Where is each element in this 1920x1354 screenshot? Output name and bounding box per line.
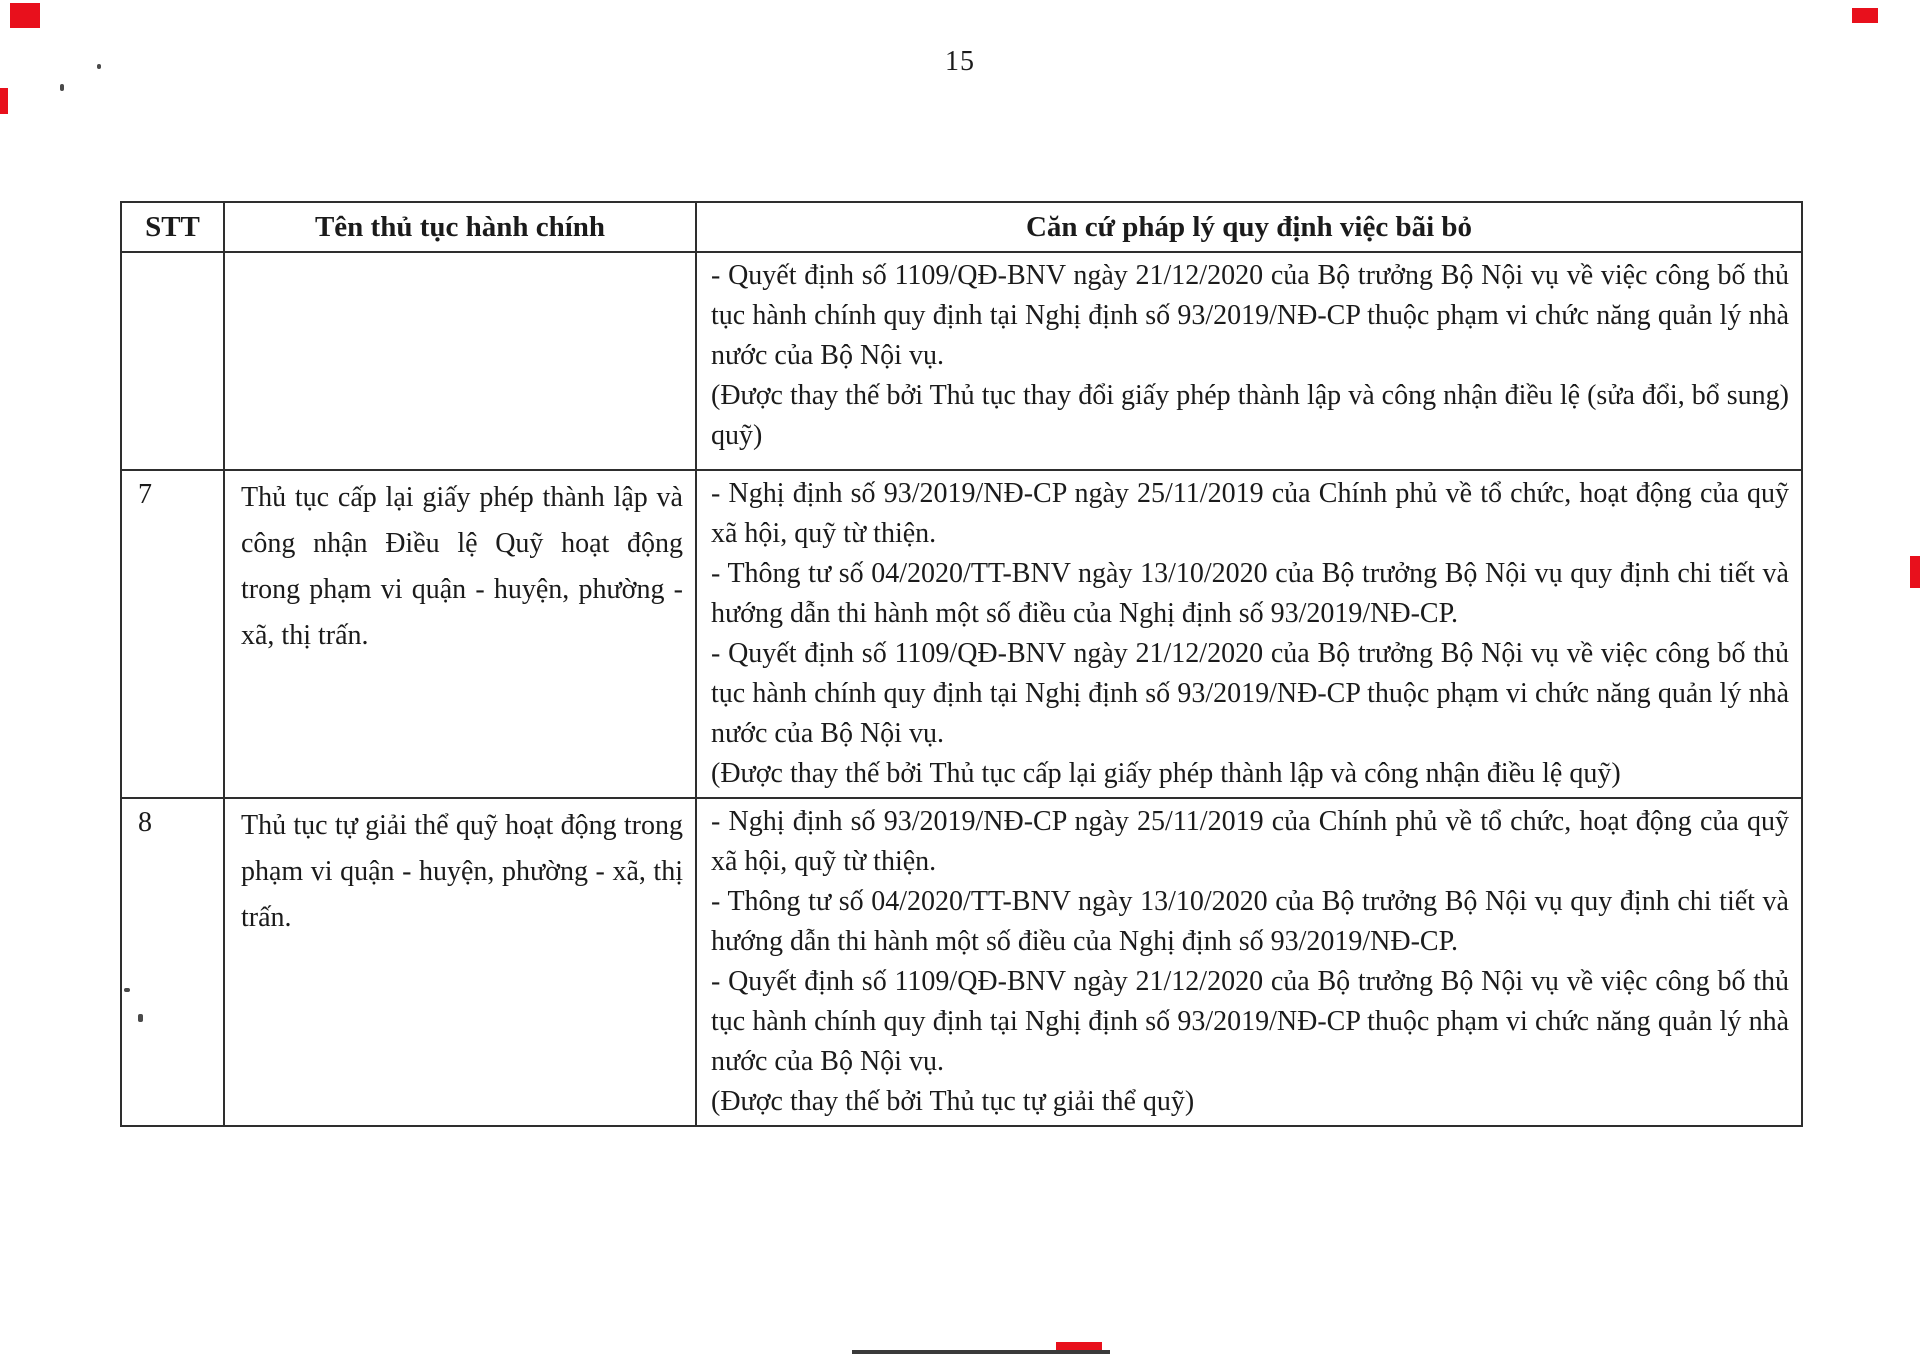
dust-speck xyxy=(60,84,64,91)
header-procedure-name: Tên thủ tục hành chính xyxy=(224,202,696,252)
legal-paragraph: - Nghị định số 93/2019/NĐ-CP ngày 25/11/2019 của Chính phủ về tổ chức, hoạt động của quỹ xã hội, quỹ từ thiện. xyxy=(711,478,1789,549)
dust-speck xyxy=(97,64,101,69)
legal-paragraph: - Nghị định số 93/2019/NĐ-CP ngày 25/11/2019 của Chính phủ về tổ chức, hoạt động của quỹ xã hội, quỹ từ thiện. xyxy=(711,806,1789,877)
legal-basis-cell xyxy=(696,798,1802,1126)
scan-artifact-red-left-edge xyxy=(0,88,8,114)
legal-basis-cell xyxy=(696,470,1802,798)
scan-artifact-red-top-right xyxy=(1852,8,1878,23)
table-row-7 xyxy=(121,470,1802,798)
header-legal-basis: Căn cứ pháp lý quy định việc bãi bỏ xyxy=(696,202,1802,252)
legal-paragraph: - Quyết định số 1109/QĐ-BNV ngày 21/12/2020 của Bộ trưởng Bộ Nội vụ về việc công bố thủ tục hành chính quy định tại Nghị định số 93/2019/NĐ-CP thuộc phạm vi chức năng quản lý nhà nước của Bộ Nội vụ. xyxy=(711,966,1789,1077)
legal-paragraph: - Thông tư số 04/2020/TT-BNV ngày 13/10/2020 của Bộ trưởng Bộ Nội vụ quy định chi tiết và hướng dẫn thi hành một số điều của Nghị định số 93/2019/NĐ-CP. xyxy=(711,558,1789,629)
procedures-table xyxy=(120,201,1803,1127)
scan-artifact-red-top-left xyxy=(10,3,40,28)
scan-artifact-dark-bottom-edge xyxy=(852,1350,1110,1354)
legal-paragraph: - Thông tư số 04/2020/TT-BNV ngày 13/10/2020 của Bộ trưởng Bộ Nội vụ quy định chi tiết và hướng dẫn thi hành một số điều của Nghị định số 93/2019/NĐ-CP. xyxy=(711,886,1789,957)
table-header-row xyxy=(121,202,1802,252)
scan-artifact-red-right-edge xyxy=(1910,556,1920,588)
procedure-name-cell: Thủ tục tự giải thể quỹ hoạt động trong phạm vi quận - huyện, phường - xã, thị trấn. xyxy=(224,798,696,1126)
header-stt: STT xyxy=(121,202,224,252)
procedure-name-cell xyxy=(224,252,696,470)
stt-cell: 8 xyxy=(121,798,224,1126)
page-number: 15 xyxy=(945,46,975,77)
procedure-name-cell: Thủ tục cấp lại giấy phép thành lập và công nhận Điều lệ Quỹ hoạt động trong phạm vi quận - huyện, phường - xã, thị trấn. xyxy=(224,470,696,798)
stt-cell: 7 xyxy=(121,470,224,798)
legal-basis-cell xyxy=(696,252,1802,470)
legal-paragraph: (Được thay thế bởi Thủ tục cấp lại giấy phép thành lập và công nhận điều lệ quỹ) xyxy=(711,758,1621,789)
legal-paragraph: - Quyết định số 1109/QĐ-BNV ngày 21/12/2020 của Bộ trưởng Bộ Nội vụ về việc công bố thủ tục hành chính quy định tại Nghị định số 93/2019/NĐ-CP thuộc phạm vi chức năng quản lý nhà nước của Bộ Nội vụ. xyxy=(711,260,1789,371)
stt-cell xyxy=(121,252,224,470)
legal-paragraph: (Được thay thế bởi Thủ tục thay đổi giấy phép thành lập và công nhận điều lệ (sửa đổi, bổ sung) quỹ) xyxy=(711,380,1789,451)
legal-paragraph: (Được thay thế bởi Thủ tục tự giải thể quỹ) xyxy=(711,1086,1195,1117)
legal-paragraph: - Quyết định số 1109/QĐ-BNV ngày 21/12/2020 của Bộ trưởng Bộ Nội vụ về việc công bố thủ tục hành chính quy định tại Nghị định số 93/2019/NĐ-CP thuộc phạm vi chức năng quản lý nhà nước của Bộ Nội vụ. xyxy=(711,638,1789,749)
table-row-8 xyxy=(121,798,1802,1126)
table-row-continuation xyxy=(121,252,1802,470)
